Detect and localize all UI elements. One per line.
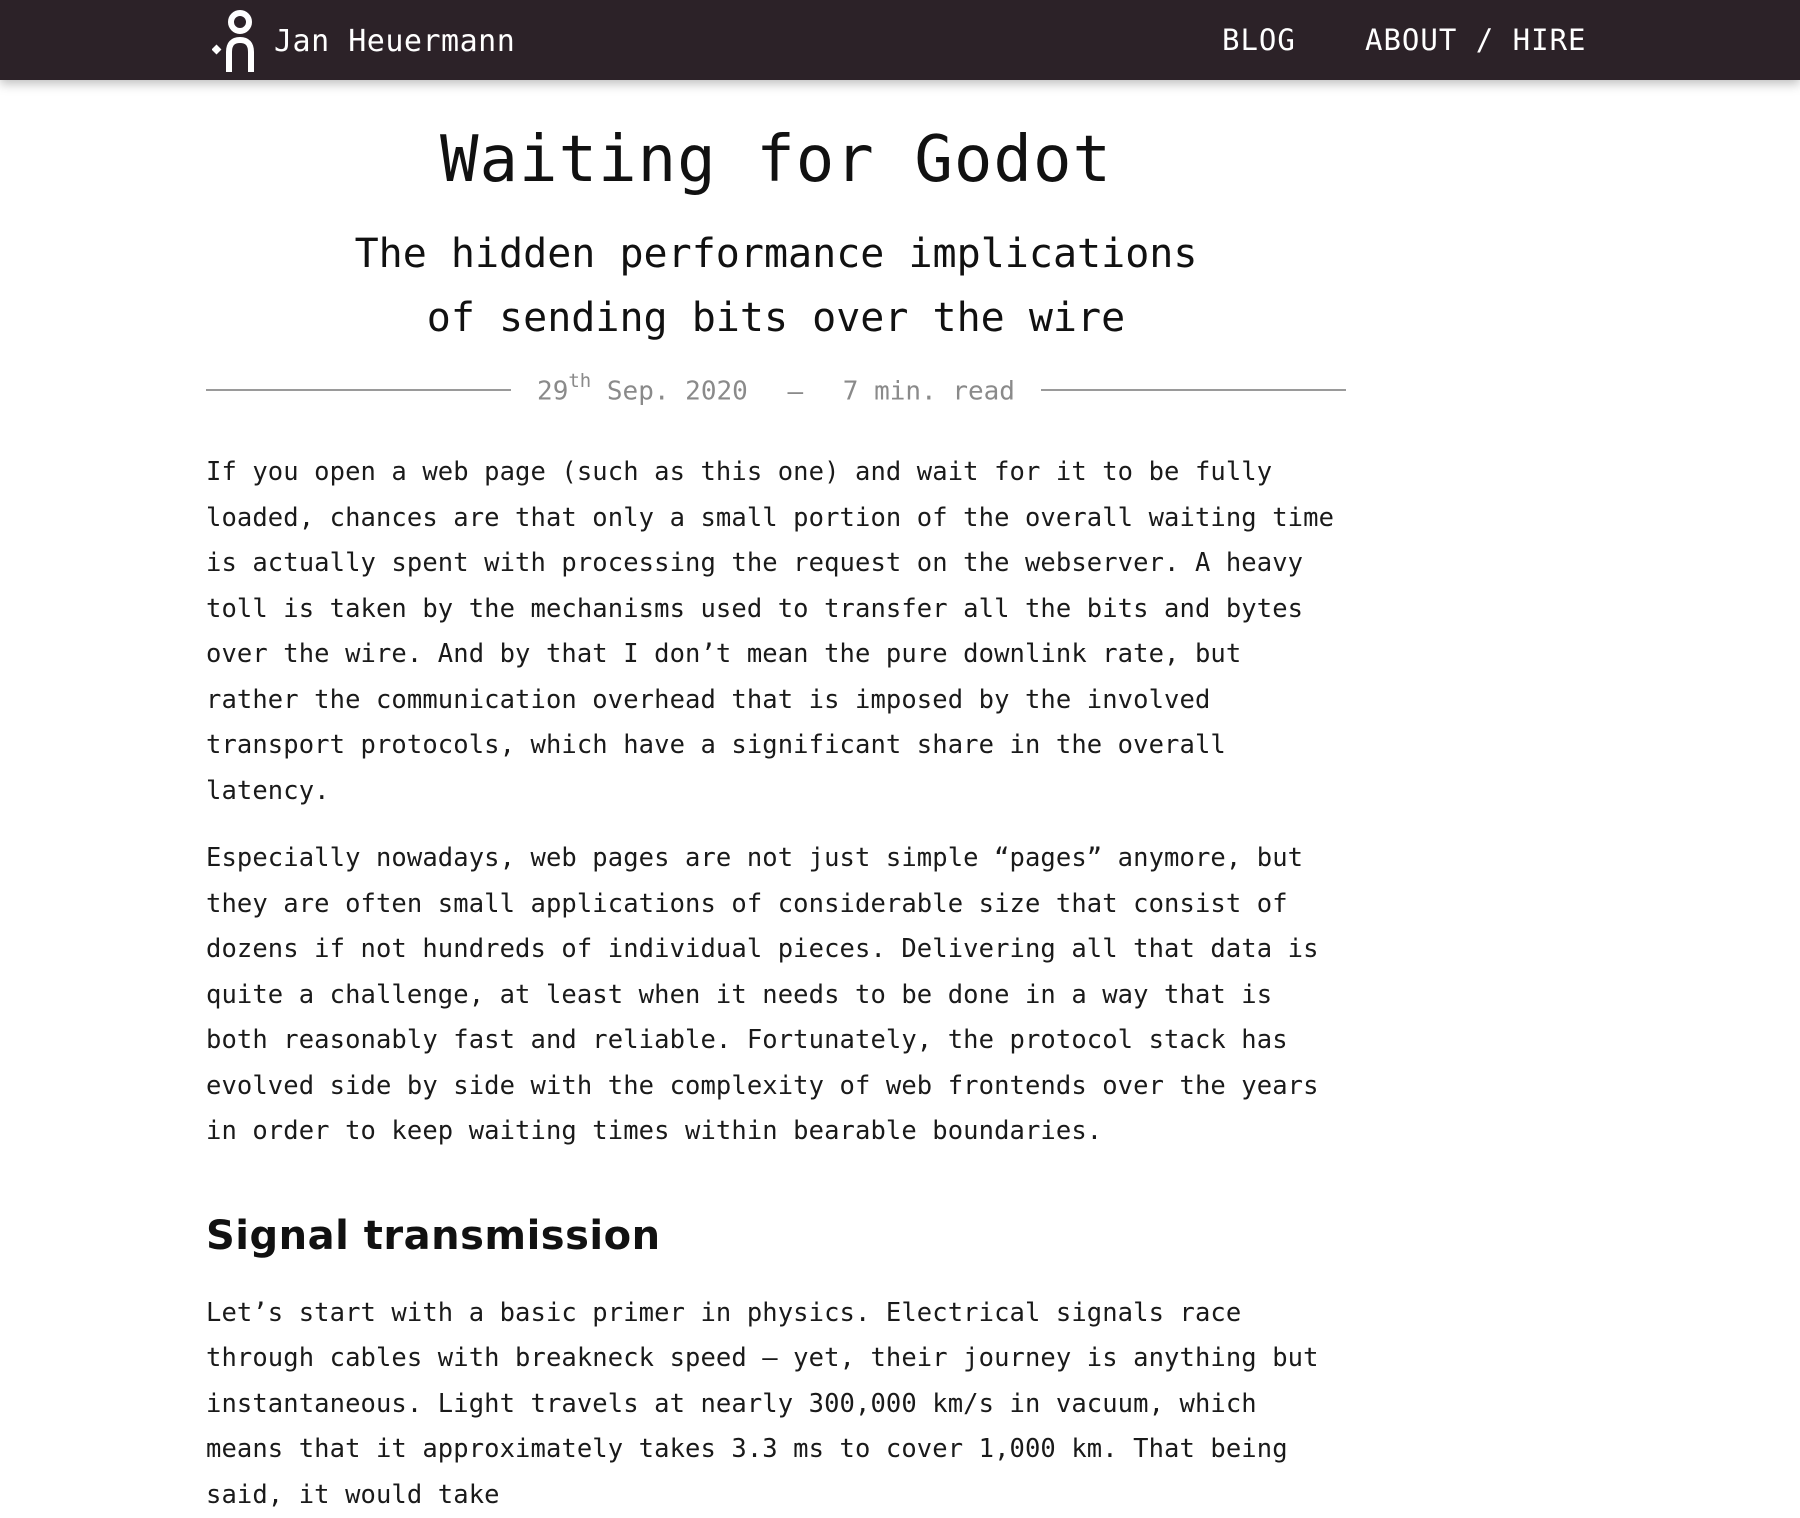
intro-paragraph: If you open a web page (such as this one) and wait for it to be fully loaded, chances are that only a small portion of the overall waiting time is actually spent with processing the request on the webserver. A heavy toll is taken by the mechanisms used to transfer all the bits and bytes over the wire. And by that I don’t mean the pure downlink rate, but rather the communication overhead that is imposed by the involved transport protocols, which have a significant share in the overall latency. [206,450,1346,814]
second-paragraph: Especially nowadays, web pages are not just simple “pages” anymore, but they are often small applications of considerable size that consist of dozens if not hundreds of individual pieces. Delivering all that data is quite a challenge, at least when it needs to be done in a way that is both reasonably fast and reliable. Fortunately, the protocol stack has evolved side by side with the complexity of web frontends over the years in order to keep waiting times within bearable boundaries. [206,836,1346,1155]
nav-about-hire-link[interactable]: ABOUT / HIRE [1365,0,1587,80]
publish-month-year: Sep. 2020 [607,377,748,407]
article-subtitle: The hidden performance implications of sending bits over the wire [326,222,1226,350]
section-paragraph: Let’s start with a basic primer in physics. Electrical signals race through cables with breakneck speed – yet, their journey is anything but instantaneous. Light travels at nearly 300,000 km/s in vacuum, which means that it approximately takes 3.3 ms to cover 1,000 km. That being said, it would take [206,1291,1346,1518]
publish-day: 29 [537,377,568,407]
nav-blog-link[interactable]: BLOG [1222,0,1296,80]
publish-day-suffix: th [568,370,591,392]
meta-text [511,373,1041,407]
top-navigation-bar [0,0,1800,80]
read-time: 7 min. read [843,377,1015,407]
meta-separator: – [763,377,827,407]
section-heading: Signal transmission [206,1211,1346,1261]
site-home-link[interactable] [212,8,515,74]
article-title: Waiting for Godot [206,120,1346,200]
meta-divider-left [206,389,511,391]
site-name: Jan Heuermann [274,24,515,59]
meta-divider-right [1041,389,1346,391]
person-logo-icon [212,8,258,74]
article [206,80,1346,1518]
article-meta [206,370,1346,410]
